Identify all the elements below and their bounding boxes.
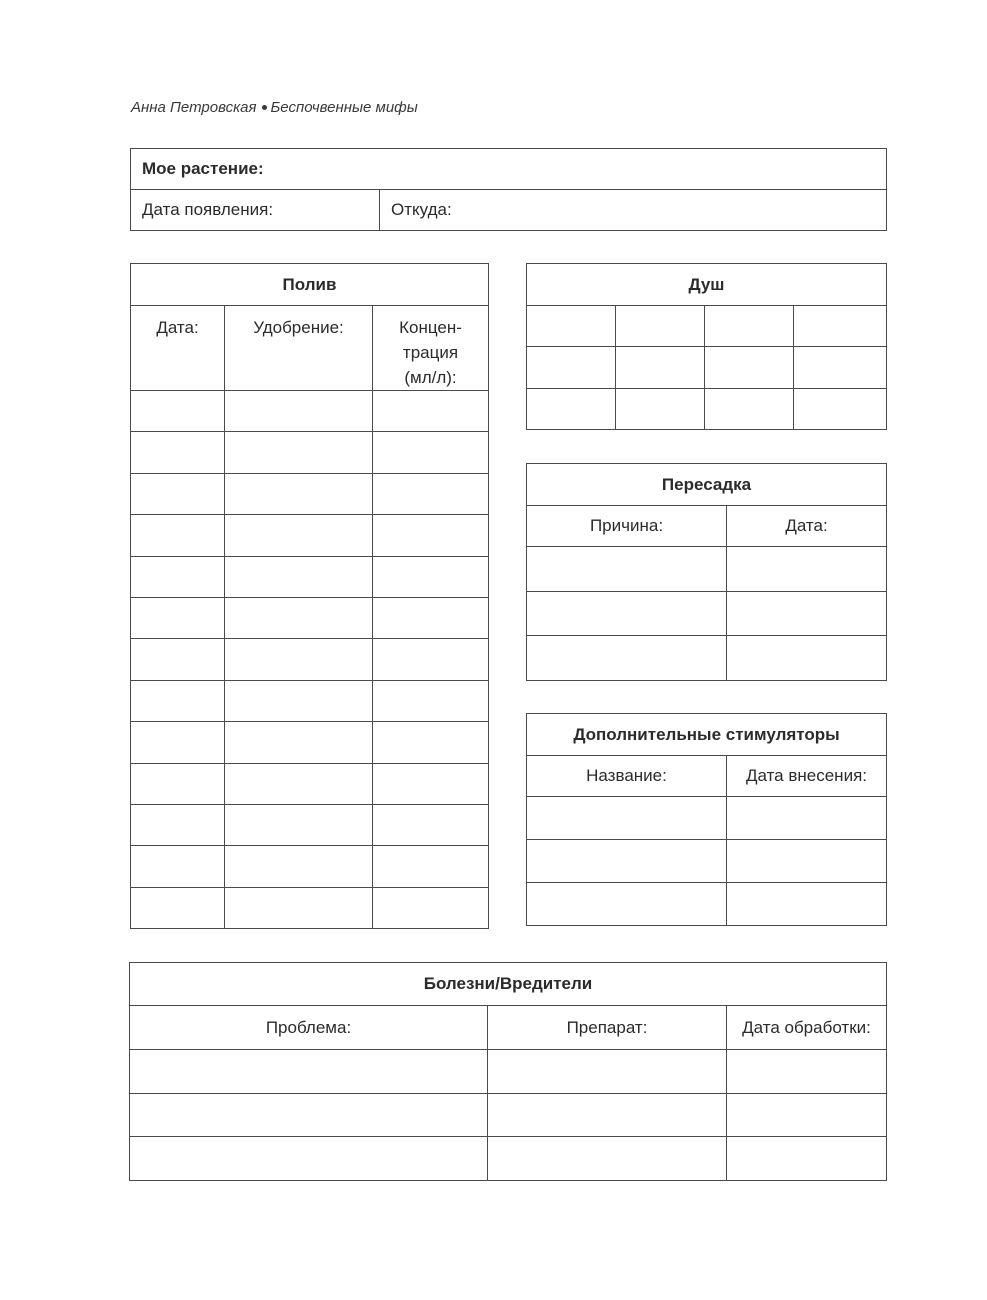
blank-cell[interactable] <box>373 556 489 597</box>
blank-cell[interactable] <box>131 639 225 680</box>
blank-cell[interactable] <box>225 391 373 432</box>
repotting-title: Пересадка <box>527 464 887 506</box>
blank-cell[interactable] <box>225 680 373 721</box>
blank-cell[interactable] <box>373 763 489 804</box>
plant-origin-field[interactable] <box>380 190 887 231</box>
blank-cell[interactable] <box>527 306 616 347</box>
stimulants-table <box>526 713 887 926</box>
stimulants-row <box>527 883 887 926</box>
blank-cell[interactable] <box>527 591 727 636</box>
blank-cell[interactable] <box>131 763 225 804</box>
diseases-col-remedy: Препарат: <box>488 1006 727 1050</box>
blank-cell[interactable] <box>131 556 225 597</box>
blank-cell[interactable] <box>794 306 887 347</box>
blank-cell[interactable] <box>373 722 489 763</box>
diseases-title: Болезни/Вредители <box>130 963 887 1006</box>
repotting-row <box>527 547 887 592</box>
plant-name-field[interactable] <box>131 149 887 190</box>
blank-cell[interactable] <box>373 804 489 845</box>
watering-row <box>131 639 489 680</box>
diseases-col-problem: Проблема: <box>130 1006 488 1050</box>
blank-cell[interactable] <box>705 388 794 429</box>
blank-cell[interactable] <box>527 797 727 840</box>
stimulants-col-date: Дата внесения: <box>727 756 887 797</box>
conc-line-1: Концен- <box>399 318 462 337</box>
watering-col-date: Дата: <box>131 306 225 391</box>
blank-cell[interactable] <box>131 391 225 432</box>
stimulants-row <box>527 840 887 883</box>
blank-cell[interactable] <box>225 556 373 597</box>
watering-title: Полив <box>131 264 489 306</box>
repotting-table <box>526 463 887 681</box>
watering-row <box>131 846 489 887</box>
blank-cell[interactable] <box>794 347 887 388</box>
blank-cell[interactable] <box>131 473 225 514</box>
watering-row <box>131 804 489 845</box>
diseases-table <box>129 962 887 1181</box>
blank-cell[interactable] <box>488 1050 727 1094</box>
watering-row <box>131 763 489 804</box>
blank-cell[interactable] <box>130 1093 488 1137</box>
blank-cell[interactable] <box>616 347 705 388</box>
blank-cell[interactable] <box>794 388 887 429</box>
stimulants-col-name: Название: <box>527 756 727 797</box>
watering-table <box>130 263 489 929</box>
blank-cell[interactable] <box>527 840 727 883</box>
blank-cell[interactable] <box>131 804 225 845</box>
author-name: Анна Петровская <box>131 99 257 116</box>
watering-row <box>131 556 489 597</box>
blank-cell[interactable] <box>373 639 489 680</box>
blank-cell[interactable] <box>727 1137 887 1181</box>
plant-info-table <box>130 148 887 231</box>
watering-row <box>131 391 489 432</box>
blank-cell[interactable] <box>225 473 373 514</box>
watering-row <box>131 680 489 721</box>
blank-cell[interactable] <box>727 636 887 681</box>
blank-cell[interactable] <box>131 515 225 556</box>
blank-cell[interactable] <box>131 432 225 473</box>
blank-cell[interactable] <box>527 388 616 429</box>
blank-cell[interactable] <box>488 1137 727 1181</box>
shower-row <box>527 306 887 347</box>
blank-cell[interactable] <box>727 591 887 636</box>
blank-cell[interactable] <box>373 680 489 721</box>
blank-cell[interactable] <box>727 547 887 592</box>
diseases-row <box>130 1050 887 1094</box>
repotting-col-reason: Причина: <box>527 506 727 547</box>
repotting-row <box>527 591 887 636</box>
blank-cell[interactable] <box>131 597 225 638</box>
blank-cell[interactable] <box>527 636 727 681</box>
blank-cell[interactable] <box>130 1050 488 1094</box>
blank-cell[interactable] <box>373 432 489 473</box>
blank-cell[interactable] <box>131 846 225 887</box>
blank-cell[interactable] <box>527 347 616 388</box>
blank-cell[interactable] <box>373 887 489 928</box>
blank-cell[interactable] <box>225 722 373 763</box>
blank-cell[interactable] <box>488 1093 727 1137</box>
blank-cell[interactable] <box>373 515 489 556</box>
repotting-row <box>527 636 887 681</box>
blank-cell[interactable] <box>373 846 489 887</box>
blank-cell[interactable] <box>131 887 225 928</box>
blank-cell[interactable] <box>130 1137 488 1181</box>
blank-cell[interactable] <box>225 804 373 845</box>
blank-cell[interactable] <box>373 597 489 638</box>
blank-cell[interactable] <box>727 883 887 926</box>
blank-cell[interactable] <box>225 515 373 556</box>
blank-cell[interactable] <box>225 432 373 473</box>
plant-date-label: Дата появления: <box>142 200 274 219</box>
blank-cell[interactable] <box>225 597 373 638</box>
diseases-row <box>130 1137 887 1181</box>
blank-cell[interactable] <box>225 639 373 680</box>
plant-name-label: Мое растение: <box>142 159 264 178</box>
blank-cell[interactable] <box>225 846 373 887</box>
watering-col-fertilizer: Удобрение: <box>225 306 373 391</box>
blank-cell[interactable] <box>225 763 373 804</box>
watering-row <box>131 597 489 638</box>
conc-line-3: (мл/л): <box>404 368 457 387</box>
blank-cell[interactable] <box>527 547 727 592</box>
diseases-col-date: Дата обработки: <box>727 1006 887 1050</box>
watering-row <box>131 432 489 473</box>
shower-row <box>527 347 887 388</box>
watering-col-concentration <box>373 306 489 391</box>
blank-cell[interactable] <box>727 1050 887 1094</box>
watering-row <box>131 722 489 763</box>
bullet-icon <box>262 105 267 110</box>
blank-cell[interactable] <box>616 388 705 429</box>
watering-row <box>131 515 489 556</box>
watering-row <box>131 887 489 928</box>
plant-origin-label: Откуда: <box>391 200 452 219</box>
blank-cell[interactable] <box>373 473 489 514</box>
running-header <box>131 99 418 116</box>
shower-row <box>527 388 887 429</box>
conc-line-2: трация <box>402 343 459 362</box>
blank-cell[interactable] <box>131 680 225 721</box>
stimulants-title: Дополнительные стимуляторы <box>527 714 887 756</box>
blank-cell[interactable] <box>373 391 489 432</box>
watering-row <box>131 473 489 514</box>
repotting-col-date: Дата: <box>727 506 887 547</box>
blank-cell[interactable] <box>727 840 887 883</box>
diseases-row <box>130 1093 887 1137</box>
blank-cell[interactable] <box>727 1093 887 1137</box>
blank-cell[interactable] <box>527 883 727 926</box>
blank-cell[interactable] <box>705 306 794 347</box>
blank-cell[interactable] <box>131 722 225 763</box>
blank-cell[interactable] <box>727 797 887 840</box>
blank-cell[interactable] <box>225 887 373 928</box>
blank-cell[interactable] <box>616 306 705 347</box>
shower-table <box>526 263 887 430</box>
book-title: Беспочвенные мифы <box>270 99 418 116</box>
plant-date-field[interactable] <box>131 190 380 231</box>
stimulants-row <box>527 797 887 840</box>
shower-title: Душ <box>527 264 887 306</box>
blank-cell[interactable] <box>705 347 794 388</box>
